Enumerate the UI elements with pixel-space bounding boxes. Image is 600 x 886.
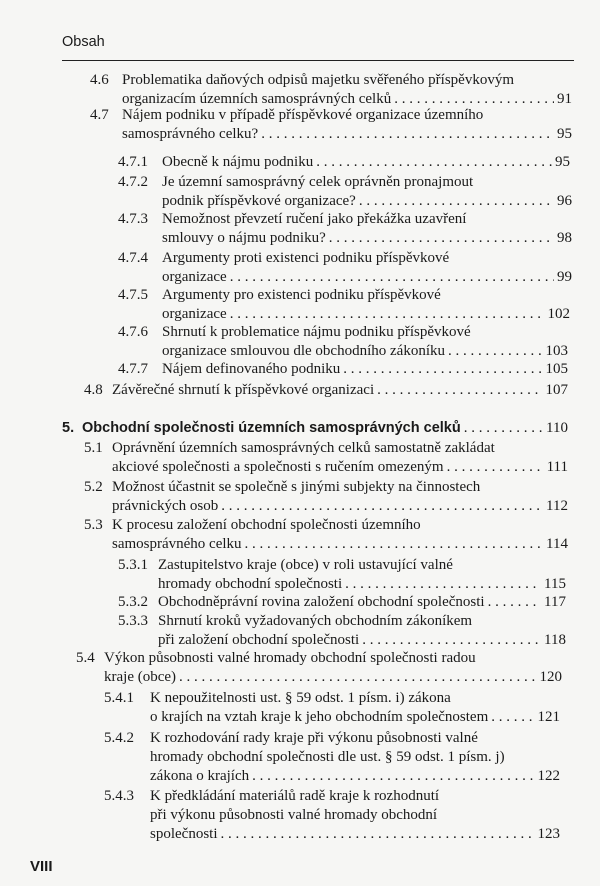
toc-entry-title-line: Nájem definovaného podniku: [162, 361, 341, 377]
toc-entry-number: 5.3: [84, 517, 103, 533]
toc-entry-number: 4.7.4: [118, 250, 148, 266]
toc-entry-number: 5.4.1: [104, 690, 134, 706]
toc-page-number: 123: [537, 826, 560, 842]
toc-page-number: 112: [546, 498, 568, 514]
toc-entry-title-line: podnik příspěvkové organizace?: [162, 193, 356, 209]
toc-entry-title-line: Obchodní společnosti územních samosprávných celků: [82, 420, 461, 436]
toc-entry-last-line: [162, 191, 572, 211]
toc-entry-title-line: při výkonu působnosti valné hromady obchodní: [150, 807, 438, 823]
toc-entry-title-line: K rozhodování rady kraje při výkonu působnosti valné: [150, 730, 478, 746]
toc-page-number: 98: [557, 230, 572, 246]
header-rule: [62, 60, 574, 61]
leader-dots: [316, 152, 552, 172]
toc-page-number: 105: [545, 361, 568, 377]
toc-page-number: 102: [547, 306, 570, 322]
toc-entry-number: 4.6: [90, 72, 109, 88]
toc-entry-last-line: [82, 418, 568, 438]
toc-page-number: 121: [537, 709, 560, 725]
toc-entry-number: 4.7.2: [118, 174, 148, 190]
toc-entry-last-line: [162, 228, 572, 248]
toc-entry-title-line: organizace: [162, 306, 227, 322]
toc-entry-number: 4.7.7: [118, 361, 148, 377]
leader-dots: [447, 457, 544, 477]
leader-dots: [230, 304, 545, 324]
toc-page-number: 122: [537, 768, 560, 784]
toc-entry-last-line: [158, 592, 566, 612]
toc-entry-number: 5.1: [84, 440, 103, 456]
toc-entry-title-line: Obchodněprávní rovina založení obchodní společnosti: [158, 594, 485, 610]
toc-entry-title-line: Shrnutí k problematice nájmu podniku příspěvkové: [162, 324, 471, 340]
toc-entry-title-line: organizace: [162, 269, 227, 285]
toc-entry-last-line: [162, 152, 570, 172]
toc-entry-title-line: Nemožnost převzetí ručení jako překážka uzavření: [162, 211, 467, 227]
leader-dots: [245, 534, 544, 554]
toc-entry-number: 5.4.2: [104, 730, 134, 746]
toc-entry-number: 5.4: [76, 650, 95, 666]
toc-entry-title-line: K nepoužitelnosti ust. § 59 odst. 1 písm. i) zákona: [150, 690, 451, 706]
toc-entry-title-line: Nájem podniku v případě příspěvkové organizace územního: [122, 107, 484, 123]
leader-dots: [343, 359, 542, 379]
toc-entry-number: 5.2: [84, 479, 103, 495]
toc-entry-number: 5.3.1: [118, 557, 148, 573]
toc-entry-title-line: Problematika daňových odpisů majetku svěřeného příspěvkovým: [122, 72, 514, 88]
leader-dots: [377, 380, 542, 400]
toc-page-number: 103: [545, 343, 568, 359]
toc-entry-title-line: Závěrečné shrnutí k příspěvkové organizaci: [112, 382, 375, 398]
toc-entry-last-line: [112, 534, 568, 554]
leader-dots: [362, 630, 541, 650]
running-header: Obsah: [62, 34, 105, 50]
leader-dots: [179, 667, 536, 687]
toc-entry-last-line: [122, 124, 572, 144]
toc-entry-title-line: hromady obchodní společnosti dle ust. § 59 odst. 1 písm. j): [150, 749, 505, 765]
leader-dots: [345, 574, 541, 594]
toc-entry-number: 5.: [62, 420, 75, 436]
toc-entry-number: 4.7.3: [118, 211, 148, 227]
toc-entry-title-line: kraje (obce): [104, 669, 177, 685]
toc-entry-title-line: akciové společnosti a společnosti s ručením omezeným: [112, 459, 444, 475]
toc-entry-title-line: společnosti: [150, 826, 218, 842]
toc-entry-number: 5.3.2: [118, 594, 148, 610]
toc-page-number: 118: [544, 632, 566, 648]
toc-page-number: 96: [557, 193, 572, 209]
toc-page-number: 107: [545, 382, 568, 398]
toc-entry-last-line: [162, 359, 568, 379]
leader-dots: [329, 228, 554, 248]
toc-page-number: 115: [544, 576, 566, 592]
toc-entry-last-line: [158, 630, 566, 650]
toc-entry-last-line: [112, 380, 568, 400]
toc-page-number: 110: [546, 420, 568, 436]
toc-entry-title-line: organizacím územních samosprávných celků: [122, 91, 392, 107]
toc-page-number: 114: [546, 536, 568, 552]
toc-entry-number: 4.7.5: [118, 287, 148, 303]
toc-page-number: 117: [544, 594, 566, 610]
toc-page-number: 111: [546, 459, 568, 475]
toc-page-number: 91: [557, 91, 572, 107]
leader-dots: [491, 707, 534, 727]
toc-entry-number: 4.7.6: [118, 324, 148, 340]
toc-entry-last-line: [158, 574, 566, 594]
toc-entry-title-line: při založení obchodní společnosti: [158, 632, 360, 648]
leader-dots: [252, 766, 534, 786]
toc-entry-title-line: smlouvy o nájmu podniku?: [162, 230, 326, 246]
leader-dots: [221, 496, 543, 516]
toc-page-number: 99: [557, 269, 572, 285]
leader-dots: [230, 267, 554, 287]
leader-dots: [464, 418, 543, 438]
toc-entry-title-line: samosprávného celku?: [122, 126, 259, 142]
toc-entry-title-line: o krajích na vztah kraje k jeho obchodním společnostem: [150, 709, 489, 725]
toc-entry-number: 5.3.3: [118, 613, 148, 629]
page-number: VIII: [30, 858, 53, 875]
toc-entry-title-line: Argumenty pro existenci podniku příspěvkové: [162, 287, 441, 303]
toc-entry-last-line: [150, 766, 560, 786]
toc-entry-title-line: Obecně k nájmu podniku: [162, 154, 314, 170]
toc-entry-title-line: K předkládání materiálů radě kraje k rozhodnutí: [150, 788, 440, 804]
leader-dots: [261, 124, 554, 144]
leader-dots: [221, 824, 535, 844]
toc-entry-title-line: Výkon působnosti valné hromady obchodní společnosti radou: [104, 650, 476, 666]
toc-entry-title-line: Oprávnění územních samosprávných celků samostatně zakládat: [112, 440, 495, 456]
toc-page-number: 95: [555, 154, 570, 170]
toc-entry-title-line: Možnost účastnit se společně s jinými subjekty na činnostech: [112, 479, 481, 495]
leader-dots: [359, 191, 554, 211]
toc-entry-number: 4.7.1: [118, 154, 148, 170]
toc-entry-last-line: [104, 667, 562, 687]
toc-entry-title-line: Argumenty proti existenci podniku příspěvkové: [162, 250, 450, 266]
toc-entry-last-line: [112, 496, 568, 516]
toc-entry-title-line: právnických osob: [112, 498, 219, 514]
toc-entry-title-line: samosprávného celku: [112, 536, 242, 552]
toc-entry-title-line: Zastupitelstvo kraje (obce) v roli ustavující valné: [158, 557, 453, 573]
toc-entry-last-line: [162, 267, 572, 287]
toc-entry-number: 4.8: [84, 382, 103, 398]
toc-entry-number: 4.7: [90, 107, 109, 123]
toc-entry-last-line: [150, 824, 560, 844]
toc-entry-title-line: organizace smlouvou dle obchodního zákoníku: [162, 343, 445, 359]
toc-page-number: 95: [557, 126, 572, 142]
leader-dots: [488, 592, 541, 612]
toc-entry-number: 5.4.3: [104, 788, 134, 804]
leader-dots: [448, 341, 543, 361]
toc-page-number: 120: [539, 669, 562, 685]
toc-entry-last-line: [162, 304, 570, 324]
toc-entry-title-line: zákona o krajích: [150, 768, 250, 784]
toc-entry-last-line: [162, 341, 568, 361]
toc-entry-title-line: hromady obchodní společnosti: [158, 576, 343, 592]
toc-entry-title-line: K procesu založení obchodní společnosti územního: [112, 517, 421, 533]
toc-entry-title-line: Shrnutí kroků vyžadovaných obchodním zákoníkem: [158, 613, 473, 629]
toc-entry-title-line: Je územní samosprávný celek oprávněn pronajmout: [162, 174, 474, 190]
toc-entry-last-line: [150, 707, 560, 727]
toc-entry-last-line: [112, 457, 568, 477]
